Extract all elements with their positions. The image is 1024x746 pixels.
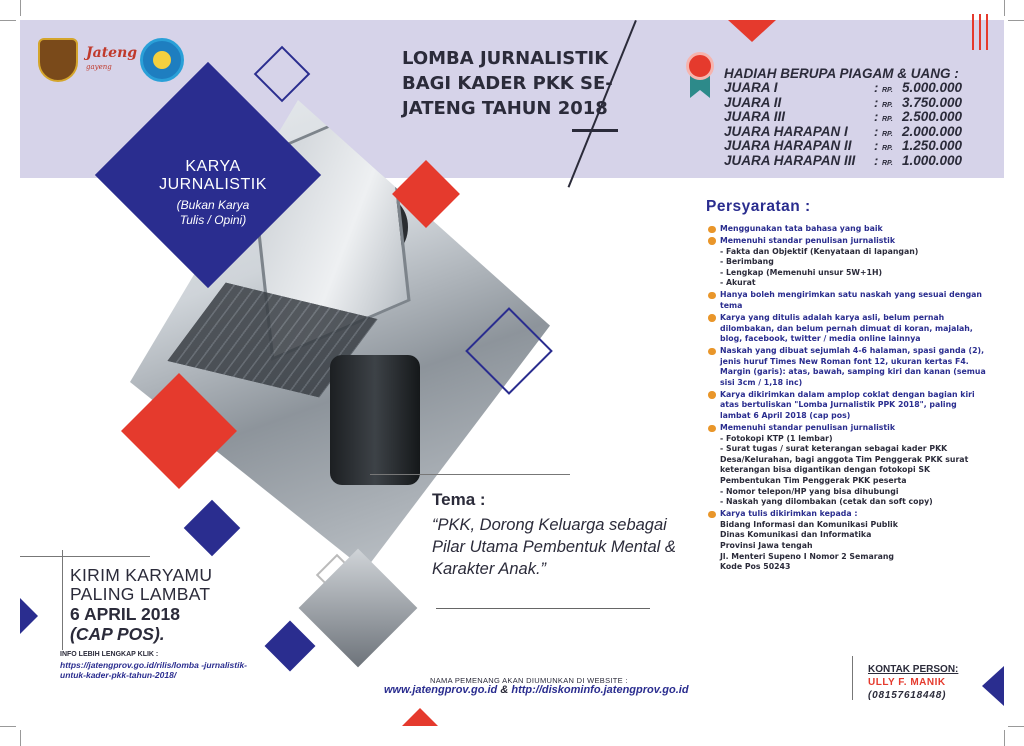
requirement-subitem: - Lengkap (Memenuhi unsur 5W+1H)	[720, 267, 883, 277]
prize-row	[724, 95, 962, 110]
contact-label: KONTAK PERSON:	[868, 664, 959, 675]
prize-title: HADIAH BERUPA PIAGAM & UANG :	[724, 66, 959, 81]
requirement-subitem: Jl. Menteri Supeno I Nomor 2 Semarang	[720, 551, 894, 561]
bullet-icon	[708, 425, 716, 433]
prize-name: JUARA III	[724, 109, 786, 125]
requirement-subitem: Kode Pos 50243	[720, 562, 791, 572]
website-links	[384, 684, 689, 696]
navy-diamond-decoration	[265, 621, 316, 672]
karya-sub1: (Bukan Karya	[176, 198, 250, 212]
kontak-divider	[852, 656, 853, 700]
prize-amount: 2.000.000	[902, 123, 963, 139]
website-label: NAMA PEMENANG AKAN DIUMUNKAN DI WEBSITE :	[430, 676, 628, 685]
requirement-subitem: - Naskah yang dilombakan (cetak dan soft copy)	[720, 497, 933, 507]
prize-row	[724, 153, 962, 168]
prize-amount: 3.750.000	[902, 94, 963, 110]
navy-diamond-decoration	[184, 500, 241, 557]
requirements-title: Persyaratan :	[706, 198, 811, 215]
requirement-item	[708, 224, 988, 235]
requirement-item	[708, 290, 988, 311]
bullet-icon	[708, 348, 716, 356]
navy-triangle-decoration	[982, 666, 1004, 706]
requirement-text: Karya tulis dikirimkan kepada :	[720, 509, 858, 519]
bullet-icon	[708, 314, 716, 322]
tema-underline	[436, 608, 650, 609]
prize-colon: :	[874, 138, 879, 154]
requirements-list	[708, 224, 988, 574]
kirim-divider	[62, 550, 63, 650]
prize-name: JUARA HARAPAN III	[724, 152, 856, 168]
jateng-gayeng-logo: Jateng gayeng	[86, 45, 138, 71]
divider-line	[370, 474, 570, 475]
requirement-text: Hanya boleh mengirimkan satu naskah yang sesuai dengan tema	[720, 290, 982, 310]
red-triangle-decoration	[402, 708, 438, 726]
bullet-icon	[708, 237, 716, 245]
requirement-subitem: Dinas Komunikasi dan Informatika	[720, 530, 872, 540]
prize-amount: 1.250.000	[902, 138, 963, 154]
info-link[interactable]: https://jatengprov.go.id/rilis/lomba -jurnalistik-untuk-kader-pkk-tahun-2018/	[60, 660, 248, 680]
deadline-block	[70, 566, 212, 644]
prize-row	[724, 80, 962, 95]
crop-mark	[1004, 730, 1005, 746]
deadline-line2: PALING LAMBAT	[70, 584, 211, 604]
prize-colon: :	[874, 109, 879, 125]
crop-mark	[20, 0, 21, 16]
bullet-icon	[708, 391, 716, 399]
tema-text: “PKK, Dorong Keluarga sebagai Pilar Utama Pembentuk Mental & Karakter Anak.”	[432, 516, 676, 578]
divider-line	[20, 556, 150, 557]
crop-mark	[0, 20, 16, 21]
karya-label-block	[128, 158, 298, 228]
requirement-item	[708, 423, 988, 508]
crop-mark	[1004, 0, 1005, 16]
crop-mark	[1008, 726, 1024, 727]
prize-colon: :	[874, 94, 879, 110]
requirement-subitem: Bidang Informasi dan Komunikasi Publik	[720, 519, 898, 529]
requirement-item	[708, 390, 988, 422]
karya-line2: JURNALISTIK	[159, 176, 267, 193]
photo-diamond-fragment	[299, 549, 418, 668]
website-amp: &	[500, 684, 509, 696]
pkk-logo	[140, 38, 184, 82]
karya-sub2: Tulis / Opini)	[179, 213, 247, 227]
requirement-text: Memenuhi standar penulisan jurnalistik	[720, 423, 896, 433]
red-triangle-decoration	[728, 20, 776, 42]
requirement-subitem: - Berimbang	[720, 257, 774, 267]
deadline-line1: KIRIM KARYAMU	[70, 565, 213, 585]
prize-amount: 1.000.000	[902, 152, 963, 168]
prize-colon: :	[874, 123, 879, 139]
requirement-subitem: Provinsi Jawa tengah	[720, 540, 813, 550]
navy-triangle-decoration	[20, 598, 38, 634]
logo-group	[38, 38, 184, 82]
prize-currency: RP.	[882, 116, 893, 124]
award-ribbon-icon	[686, 52, 714, 80]
info-label: INFO LEBIH LENGKAP KLIK :	[60, 651, 159, 658]
requirement-text: Memenuhi standar penulisan jurnalistik	[720, 235, 896, 245]
tema-label: Tema :	[432, 490, 486, 509]
karya-line1: KARYA	[185, 158, 241, 175]
prize-currency: RP.	[882, 145, 893, 153]
prize-currency: RP.	[882, 130, 893, 138]
crop-mark	[20, 730, 21, 746]
prize-amount: 5.000.000	[902, 80, 963, 95]
prize-name: JUARA II	[724, 94, 782, 110]
prize-row	[724, 109, 962, 124]
requirement-text: Menggunakan tata bahasa yang baik	[720, 224, 883, 233]
contact-phone: (08157618448)	[868, 690, 947, 701]
prize-currency: RP.	[882, 101, 893, 109]
website-link-jatengprov[interactable]: www.jatengprov.go.id	[384, 684, 498, 696]
requirement-text: Naskah yang dibuat sejumlah 4-6 halaman, spasi ganda (2), jenis huruf Times New Roman font 12, ukuran kertas F4. Margin (garis): atas, bawah, samping kiri dan kanan (semua sisi 3cm / 1,18 inc)	[720, 346, 986, 387]
requirement-item	[708, 509, 988, 573]
prize-currency: RP.	[882, 87, 893, 94]
requirement-text: Karya dikirimkan dalam amplop coklat dengan bagian kiri atas bertuliskan "Lomba Jurnalistik PPK 2018", paling lambat 6 April 2018 (cap pos)	[720, 389, 975, 421]
prize-colon: :	[874, 152, 879, 168]
prize-row	[724, 138, 962, 153]
cup-shape	[330, 355, 420, 485]
requirement-subitem: - Surat tugas / surat keterangan sebagai kader PKK Desa/Kelurahan, bagi anggota Tim Penggerak PKK surat keterangan bisa digantikan dengan fotokopi SK Pembentukan Tim Penggerak PKK peserta	[720, 444, 969, 485]
title-underline	[572, 129, 618, 132]
crop-mark	[0, 726, 16, 727]
prize-list	[724, 80, 962, 168]
requirement-subitem: - Nomor telepon/HP yang bisa dihubungi	[720, 486, 899, 496]
jateng-coat-of-arms-logo	[38, 38, 78, 82]
requirement-subitem: - Fotokopi KTP (1 lembar)	[720, 433, 833, 443]
prize-name: JUARA I	[724, 80, 778, 95]
requirement-item	[708, 313, 988, 345]
requirement-text: Karya yang ditulis adalah karya asli, belum pernah dilombakan, dan belum pernah dimuat di koran, majalah, blog, facebook, twitter / media online lainnya	[720, 312, 973, 344]
bullet-icon	[708, 226, 716, 234]
deadline-date: 6 APRIL 2018	[70, 604, 180, 624]
crop-mark	[1008, 20, 1024, 21]
website-link-diskominfo[interactable]: http://diskominfo.jatengprov.go.id	[511, 684, 689, 696]
requirement-item	[708, 236, 988, 289]
prize-name: JUARA HARAPAN II	[724, 138, 852, 154]
requirement-subitem: - Fakta dan Objektif (Kenyataan di lapangan)	[720, 246, 919, 256]
requirement-subitem: - Akurat	[720, 278, 756, 288]
requirement-item	[708, 346, 988, 388]
contact-name: ULLY F. MANIK	[868, 677, 946, 688]
deadline-note: (CAP POS).	[70, 624, 165, 644]
prize-amount: 2.500.000	[902, 109, 963, 125]
bullet-icon	[708, 511, 716, 519]
page-title: LOMBA JURNALISTIK BAGI KADER PKK SE-JATENG TAHUN 2018	[402, 48, 613, 119]
prize-currency: RP.	[882, 159, 893, 167]
bullet-icon	[708, 292, 716, 300]
prize-row	[724, 124, 962, 139]
prize-colon: :	[874, 80, 879, 95]
prize-name: JUARA HARAPAN I	[724, 123, 848, 139]
